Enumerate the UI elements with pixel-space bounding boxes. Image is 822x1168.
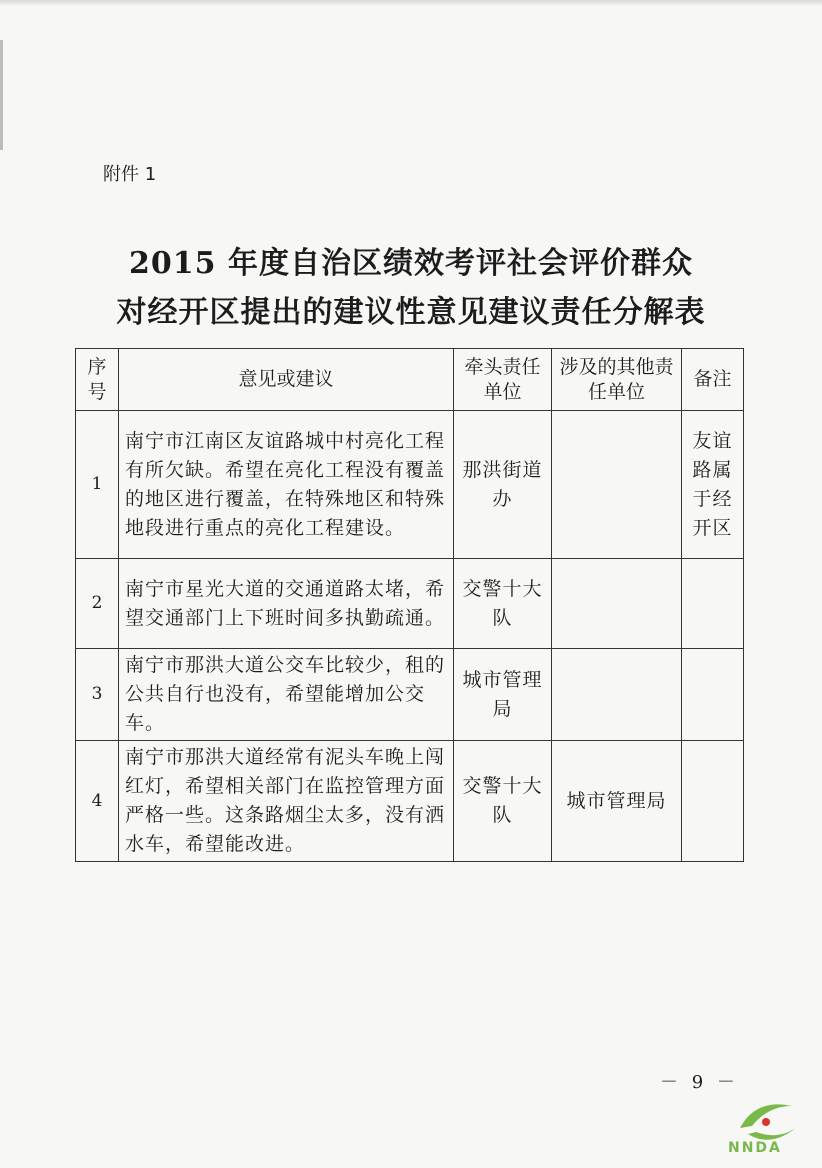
table-row	[76, 741, 744, 862]
row-other-units	[552, 559, 682, 649]
row-remark: 友谊路属于经开区	[682, 411, 744, 559]
header-remark: 备注	[682, 349, 744, 411]
row-lead-unit: 那洪街道办	[454, 411, 552, 559]
row-other-units: 城市管理局	[552, 741, 682, 862]
table-row	[76, 649, 744, 741]
scan-mark	[0, 40, 3, 150]
row-remark	[682, 741, 744, 862]
logo-text: NNDA	[728, 1140, 782, 1156]
row-num: 3	[76, 649, 119, 741]
header-lead-unit: 牵头责任单位	[454, 349, 552, 411]
row-num: 2	[76, 559, 119, 649]
row-lead-unit: 交警十大队	[454, 741, 552, 862]
table-row	[76, 411, 744, 559]
row-content: 南宁市星光大道的交通道路太堵，希望交通部门上下班时间多执勤疏通。	[119, 559, 454, 649]
row-other-units	[552, 649, 682, 741]
table-row	[76, 559, 744, 649]
row-content: 南宁市那洪大道经常有泥头车晚上闯红灯，希望相关部门在监控管理方面严格一些。这条路烟尘太多，没有洒水车，希望能改进。	[119, 741, 454, 862]
row-lead-unit: 交警十大队	[454, 559, 552, 649]
page-number: － 9 －	[660, 1072, 739, 1093]
header-other-units: 涉及的其他责任单位	[552, 349, 682, 411]
scan-edge	[0, 0, 822, 6]
row-remark	[682, 649, 744, 741]
row-other-units	[552, 411, 682, 559]
header-num: 序号	[76, 349, 119, 411]
row-content: 南宁市那洪大道公交车比较少，租的公共自行也没有，希望能增加公交车。	[119, 649, 454, 741]
row-lead-unit: 城市管理局	[454, 649, 552, 741]
responsibility-table	[75, 348, 744, 862]
table-header-row	[76, 349, 744, 411]
row-num: 1	[76, 411, 119, 559]
row-content: 南宁市江南区友谊路城中村亮化工程有所欠缺。希望在亮化工程没有覆盖的地区进行覆盖，在特殊地区和特殊地段进行重点的亮化工程建设。	[119, 411, 454, 559]
document-title-line2: 对经开区提出的建议性意见建议责任分解表	[116, 295, 706, 330]
row-remark	[682, 559, 744, 649]
header-content: 意见或建议	[119, 349, 454, 411]
attachment-label: 附件 1	[103, 164, 157, 185]
row-num: 4	[76, 741, 119, 862]
document-title-line1: 2015 年度自治区绩效考评社会评价群众	[129, 246, 693, 281]
